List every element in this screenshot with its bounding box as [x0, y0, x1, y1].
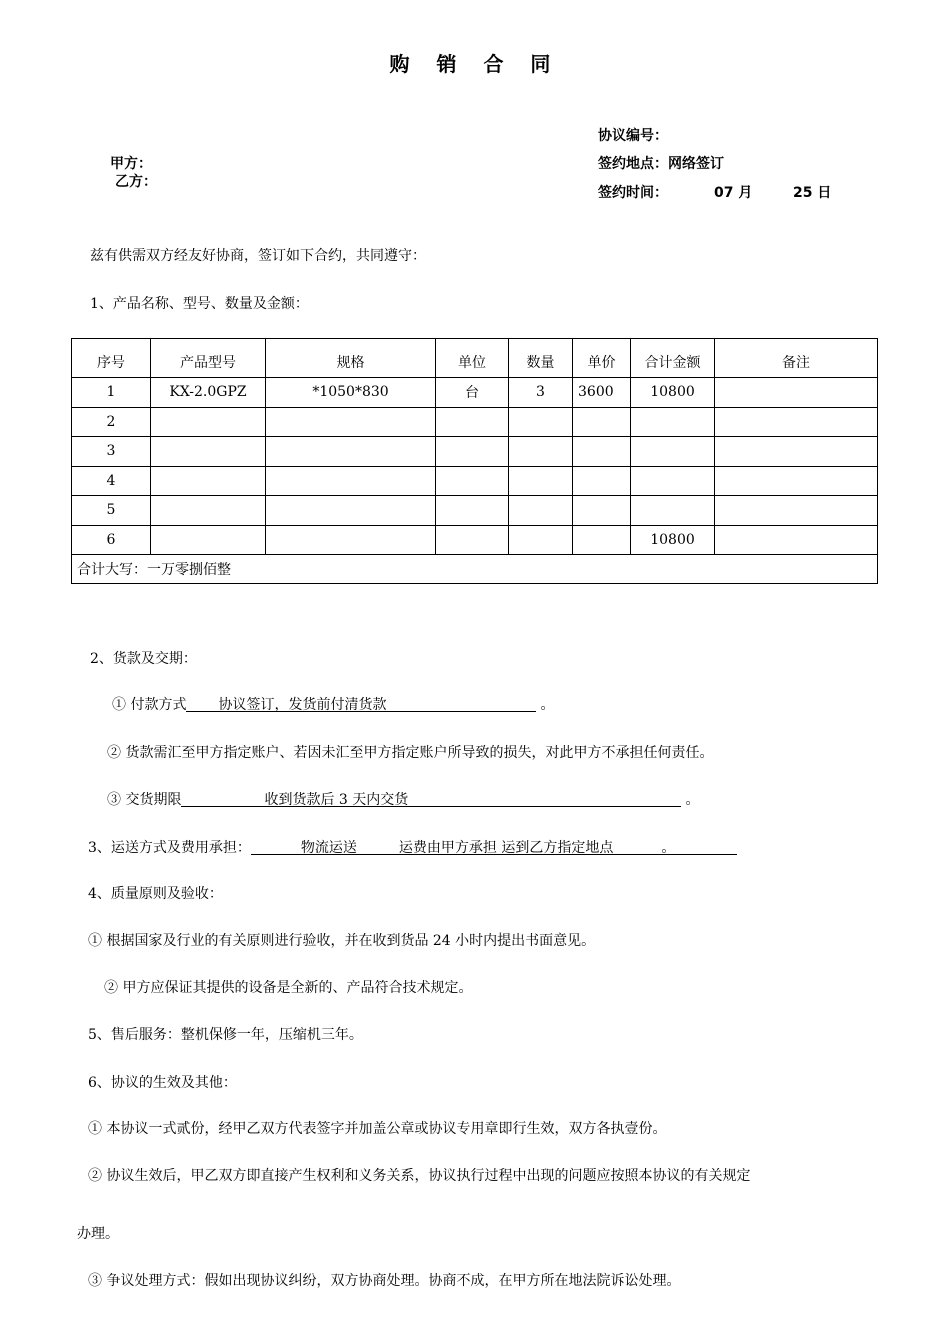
table-cell	[436, 437, 509, 467]
delivery-term-line	[107, 789, 699, 809]
quality-item-2: ② 甲方应保证其提供的设备是全新的、产品符合技术规定。	[104, 980, 473, 996]
payment-method-label: ① 付款方式	[112, 697, 187, 713]
column-header: 序号	[72, 339, 151, 378]
column-header: 单位	[436, 339, 509, 378]
table-cell: 10800	[631, 525, 715, 555]
signing-day: 25 日	[793, 185, 832, 201]
table-cell	[631, 466, 715, 496]
section-2-title: 2、货款及交期：	[90, 651, 197, 667]
table-cell	[509, 407, 573, 437]
quality-item-1: ① 根据国家及行业的有关原则进行验收，并在收到货品 24 小时内提出书面意见。	[88, 933, 596, 949]
table-cell	[715, 437, 878, 467]
agreement-number-label: 协议编号：	[598, 128, 668, 144]
table-cell	[151, 525, 266, 555]
section-3-label: 3、运送方式及费用承担：	[88, 840, 251, 856]
section-4-title: 4、质量原则及验收：	[88, 886, 223, 902]
document-title: 购 销 合 同	[389, 52, 561, 76]
location-value: 网络签订	[668, 156, 724, 172]
section-6-title: 6、协议的生效及其他：	[88, 1075, 237, 1091]
table-cell	[266, 496, 436, 526]
table-row	[72, 437, 878, 467]
table-cell	[631, 496, 715, 526]
payment-method-line	[112, 694, 554, 714]
delivery-term-underline	[181, 789, 681, 807]
delivery-term-label: ③ 交货期限	[107, 792, 182, 808]
table-cell	[573, 466, 631, 496]
delivery-term-value: 收到货款后 3 天内交货	[264, 792, 409, 808]
table-cell	[151, 466, 266, 496]
table-cell	[151, 407, 266, 437]
party-b-label: 乙方：	[115, 174, 157, 190]
table-cell	[715, 525, 878, 555]
column-header: 产品型号	[151, 339, 266, 378]
table-cell: 5	[72, 496, 151, 526]
table-cell	[436, 496, 509, 526]
payment-method-end: 。	[540, 697, 555, 713]
section-1-title: 1、产品名称、型号、数量及金额：	[90, 296, 309, 312]
table-row	[72, 466, 878, 496]
table-cell	[266, 437, 436, 467]
table-cell	[631, 407, 715, 437]
column-header: 合计金额	[631, 339, 715, 378]
table-cell: 6	[72, 525, 151, 555]
section-5-text: 5、售后服务：整机保修一年，压缩机三年。	[88, 1027, 363, 1043]
table-header-row	[72, 339, 878, 378]
table-cell	[715, 466, 878, 496]
table-cell	[715, 378, 878, 408]
column-header: 数量	[509, 339, 573, 378]
shipping-cost-value: 运费由甲方承担 运到乙方指定地点	[398, 840, 614, 856]
table-cell	[436, 466, 509, 496]
column-header: 备注	[715, 339, 878, 378]
table-cell	[151, 437, 266, 467]
shipping-underline	[251, 837, 737, 855]
signing-location-label	[598, 153, 724, 173]
table-cell: KX-2.0GPZ	[151, 378, 266, 408]
shipping-end: 。	[661, 840, 676, 856]
table-cell	[436, 525, 509, 555]
table-cell	[509, 437, 573, 467]
table-cell	[715, 496, 878, 526]
table-row	[72, 525, 878, 555]
table-cell: 1	[72, 378, 151, 408]
table-cell	[436, 407, 509, 437]
table-cell	[573, 496, 631, 526]
table-cell	[509, 466, 573, 496]
location-label: 签约地点：	[598, 156, 668, 172]
table-row	[72, 407, 878, 437]
signing-time	[598, 182, 668, 202]
effect-item-3: ③ 争议处理方式：假如出现协议纠纷，双方协商处理。协商不成，在甲方所在地法院诉讼处理。	[88, 1273, 681, 1289]
table-cell	[266, 466, 436, 496]
table-cell	[151, 496, 266, 526]
table-row	[72, 378, 878, 408]
table-cell	[573, 407, 631, 437]
table-cell	[266, 407, 436, 437]
table-cell: 4	[72, 466, 151, 496]
payment-method-underline	[186, 694, 536, 712]
table-cell	[573, 525, 631, 555]
effect-item-1: ① 本协议一式贰份，经甲乙双方代表签字并加盖公章或协议专用章即行生效，双方各执壹份。	[88, 1121, 667, 1137]
table-cell	[509, 496, 573, 526]
effect-item-2-continued: 办理。	[77, 1226, 119, 1242]
product-table	[71, 338, 878, 584]
effect-item-2: ② 协议生效后，甲乙双方即直接产生权利和义务关系，协议执行过程中出现的问题应按照本协议的有关规定	[88, 1168, 751, 1184]
table-cell	[509, 525, 573, 555]
shipping-method-value: 物流运送	[300, 840, 357, 856]
table-cell: 3	[509, 378, 573, 408]
table-cell: 2	[72, 407, 151, 437]
payment-method-value: 协议签订，发货前付清货款	[218, 697, 387, 713]
table-cell: 10800	[631, 378, 715, 408]
total-uppercase: 合计大写：一万零捌佰整	[72, 555, 878, 584]
intro-text: 兹有供需双方经友好协商，签订如下合约，共同遵守：	[90, 248, 426, 264]
payment-account-note: ② 货款需汇至甲方指定账户、若因未汇至甲方指定账户所导致的损失，对此甲方不承担任何责任。	[107, 745, 714, 761]
delivery-term-end: 。	[685, 792, 700, 808]
table-cell	[266, 525, 436, 555]
column-header: 单价	[573, 339, 631, 378]
column-header: 规格	[266, 339, 436, 378]
party-a-label: 甲方：	[110, 156, 152, 172]
table-cell	[715, 407, 878, 437]
table-cell: 3	[72, 437, 151, 467]
section-3-line	[88, 837, 737, 857]
table-cell	[573, 437, 631, 467]
table-cell: 3600	[573, 378, 631, 408]
table-cell: *1050*830	[266, 378, 436, 408]
time-label: 签约时间：	[598, 185, 668, 201]
table-total-row	[72, 555, 878, 584]
table-cell: 台	[436, 378, 509, 408]
table-row	[72, 496, 878, 526]
table-cell	[631, 437, 715, 467]
signing-month: 07 月	[714, 185, 753, 201]
